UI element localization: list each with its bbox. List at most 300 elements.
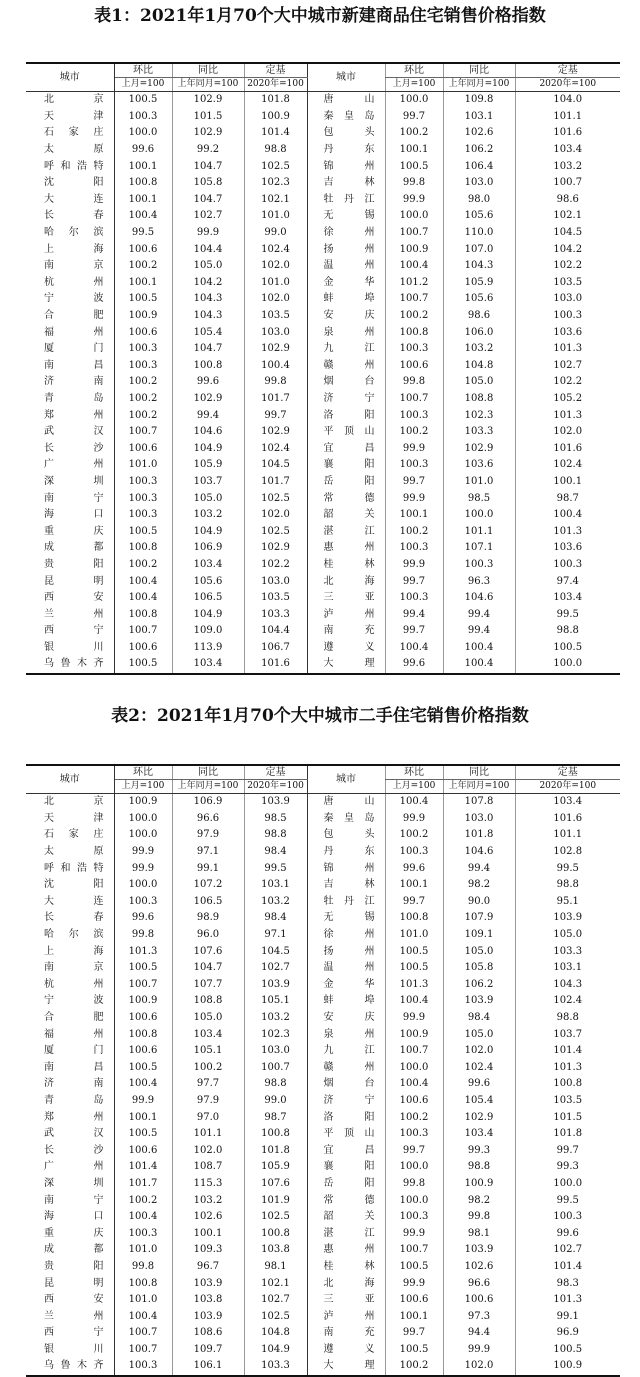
city-name: 沈阳 <box>26 877 114 894</box>
table-row <box>26 1275 620 1292</box>
index-value: 100.8 <box>385 324 443 341</box>
index-value: 100.7 <box>385 1242 443 1259</box>
index-value: 100.7 <box>515 175 620 192</box>
city-name: 大理 <box>307 1358 385 1376</box>
index-value: 104.0 <box>515 92 620 109</box>
city-name: 泸州 <box>323 1310 375 1322</box>
index-value: 102.4 <box>443 1060 515 1077</box>
city-name: 上海 <box>26 943 114 960</box>
index-value: 102.7 <box>244 960 307 977</box>
index-value: 102.1 <box>244 1275 307 1292</box>
city-name: 秦皇岛 <box>323 812 375 824</box>
table-row <box>26 125 620 142</box>
city-name: 福州 <box>26 1026 114 1043</box>
city-name: 烟台 <box>323 376 375 388</box>
index-value: 100.0 <box>114 125 172 142</box>
index-value: 104.7 <box>172 192 244 209</box>
index-value: 115.3 <box>172 1176 244 1193</box>
index-value: 104.5 <box>244 943 307 960</box>
index-value: 102.2 <box>244 557 307 574</box>
index-value: 102.0 <box>172 1142 244 1159</box>
index-value: 98.1 <box>244 1259 307 1276</box>
table-row <box>26 490 620 507</box>
index-value: 101.6 <box>515 125 620 142</box>
city-name: 吉林 <box>323 879 375 891</box>
index-value: 99.0 <box>244 1093 307 1110</box>
index-value: 103.3 <box>244 606 307 623</box>
index-value: 99.9 <box>443 1342 515 1359</box>
index-value: 100.3 <box>114 341 172 358</box>
city-name: 丹东 <box>323 846 375 858</box>
index-value: 99.2 <box>172 142 244 159</box>
index-value: 105.4 <box>172 324 244 341</box>
city-name: 南京 <box>26 258 114 275</box>
index-value: 102.5 <box>244 523 307 540</box>
city-name: 赣州 <box>323 359 375 371</box>
table-row <box>26 374 620 391</box>
index-value: 104.9 <box>244 1342 307 1359</box>
index-value: 104.9 <box>172 523 244 540</box>
table-row <box>26 794 620 811</box>
index-value: 99.9 <box>385 1225 443 1242</box>
index-value: 100.3 <box>114 507 172 524</box>
index-value: 100.3 <box>114 474 172 491</box>
index-value: 98.5 <box>443 490 515 507</box>
index-value: 99.5 <box>515 606 620 623</box>
index-value: 99.7 <box>244 407 307 424</box>
index-value: 104.6 <box>172 424 244 441</box>
city-name: 秦皇岛 <box>323 110 375 122</box>
index-value: 103.8 <box>244 1242 307 1259</box>
yoy-header: 同比 <box>172 765 244 780</box>
new-housing-price-table <box>26 62 620 675</box>
index-value: 102.1 <box>244 192 307 209</box>
city-name: 大连 <box>26 894 114 911</box>
fixed-base-year-header: 2020年=100 <box>244 780 307 794</box>
index-value: 99.5 <box>244 860 307 877</box>
table-row <box>26 291 620 308</box>
index-value: 98.2 <box>443 877 515 894</box>
table-row <box>26 640 620 657</box>
city-name: 洛阳 <box>323 1111 375 1123</box>
city-name: 兰州 <box>26 606 114 623</box>
city-name: 温州 <box>323 260 375 272</box>
city-name: 平顶山 <box>323 1128 375 1140</box>
index-value: 97.1 <box>172 844 244 861</box>
city-name: 包头 <box>323 829 375 841</box>
index-value: 100.9 <box>385 1026 443 1043</box>
index-value: 100.3 <box>385 540 443 557</box>
city-name: 西宁 <box>26 1325 114 1342</box>
index-value: 96.3 <box>443 573 515 590</box>
index-value: 103.9 <box>172 1308 244 1325</box>
index-value: 100.4 <box>385 794 443 811</box>
city-name: 济宁 <box>323 1094 375 1106</box>
index-value: 103.2 <box>443 341 515 358</box>
index-value: 100.4 <box>385 640 443 657</box>
index-value: 109.0 <box>172 623 244 640</box>
index-value: 99.7 <box>385 474 443 491</box>
city-name: 昆明 <box>26 573 114 590</box>
index-value: 100.7 <box>385 225 443 242</box>
index-value: 103.4 <box>515 794 620 811</box>
index-value: 102.4 <box>515 457 620 474</box>
index-value: 102.2 <box>515 258 620 275</box>
table-row <box>26 573 620 590</box>
city-name: 太原 <box>26 142 114 159</box>
city-name: 赣州 <box>323 1061 375 1073</box>
index-value: 99.9 <box>385 192 443 209</box>
city-name: 南昌 <box>26 358 114 375</box>
index-value: 99.9 <box>114 860 172 877</box>
index-value: 102.6 <box>172 1209 244 1226</box>
index-value: 98.6 <box>515 192 620 209</box>
city-name: 成都 <box>26 1242 114 1259</box>
index-value: 103.9 <box>443 1242 515 1259</box>
index-value: 99.7 <box>385 1325 443 1342</box>
city-name: 桂林 <box>323 558 375 570</box>
index-value: 100.4 <box>385 1076 443 1093</box>
index-value: 100.7 <box>385 291 443 308</box>
table-row <box>26 1325 620 1342</box>
city-name: 武汉 <box>26 1126 114 1143</box>
index-value: 100.3 <box>385 1126 443 1143</box>
index-value: 103.6 <box>443 457 515 474</box>
index-value: 100.5 <box>114 1060 172 1077</box>
yoy-header: 同比 <box>443 765 515 780</box>
city-header: 城市 <box>307 63 385 92</box>
index-value: 103.9 <box>172 1275 244 1292</box>
city-name: 岳阳 <box>323 1177 375 1189</box>
table-row <box>26 590 620 607</box>
city-name: 贵阳 <box>26 557 114 574</box>
index-value: 100.6 <box>114 1043 172 1060</box>
index-value: 98.7 <box>244 1109 307 1126</box>
city-name: 重庆 <box>26 1225 114 1242</box>
city-name: 南昌 <box>26 1060 114 1077</box>
index-value: 100.3 <box>385 1209 443 1226</box>
index-value: 101.1 <box>172 1126 244 1143</box>
index-value: 99.4 <box>443 606 515 623</box>
table-row <box>26 1159 620 1176</box>
city-name: 大理 <box>307 656 385 674</box>
city-header: 城市 <box>26 63 114 92</box>
index-value: 98.8 <box>515 623 620 640</box>
mom-header: 环比 <box>114 765 172 780</box>
index-value: 98.0 <box>443 192 515 209</box>
table-row <box>26 208 620 225</box>
city-name: 徐州 <box>323 929 375 941</box>
index-value: 103.2 <box>172 507 244 524</box>
city-name: 呼和浩特 <box>26 158 114 175</box>
fixed-base-header: 定基 <box>515 765 620 780</box>
city-name: 韶关 <box>323 1211 375 1223</box>
city-name: 广州 <box>26 457 114 474</box>
index-value: 100.2 <box>114 407 172 424</box>
table-row <box>26 1209 620 1226</box>
index-value: 104.3 <box>443 258 515 275</box>
table-row <box>26 158 620 175</box>
index-value: 99.6 <box>515 1225 620 1242</box>
index-value: 100.2 <box>385 827 443 844</box>
city-name: 北京 <box>26 794 114 811</box>
index-value: 101.4 <box>244 125 307 142</box>
index-value: 102.9 <box>244 424 307 441</box>
index-value: 100.3 <box>385 457 443 474</box>
city-name: 蚌埠 <box>323 995 375 1007</box>
city-name: 唐山 <box>323 94 375 106</box>
index-value: 100.4 <box>244 358 307 375</box>
table-row <box>26 1308 620 1325</box>
index-value: 100.6 <box>385 358 443 375</box>
index-value: 106.9 <box>172 794 244 811</box>
city-name: 长春 <box>26 208 114 225</box>
index-value: 100.6 <box>114 1142 172 1159</box>
index-value: 105.1 <box>244 993 307 1010</box>
index-value: 101.0 <box>114 1242 172 1259</box>
index-value: 101.8 <box>244 92 307 109</box>
city-name: 海口 <box>26 1209 114 1226</box>
index-value: 98.2 <box>443 1192 515 1209</box>
index-value: 99.9 <box>114 1093 172 1110</box>
index-value: 100.1 <box>515 474 620 491</box>
index-value: 100.0 <box>114 827 172 844</box>
index-value: 98.8 <box>443 1159 515 1176</box>
index-value: 113.9 <box>172 640 244 657</box>
city-name: 扬州 <box>323 945 375 957</box>
city-name: 天津 <box>26 811 114 828</box>
city-name: 厦门 <box>26 1043 114 1060</box>
city-name: 太原 <box>26 844 114 861</box>
index-value: 98.8 <box>515 877 620 894</box>
index-value: 103.1 <box>244 877 307 894</box>
index-value: 100.8 <box>385 910 443 927</box>
index-value: 102.8 <box>515 844 620 861</box>
index-value: 101.6 <box>515 440 620 457</box>
index-value: 100.3 <box>443 557 515 574</box>
city-name: 长沙 <box>26 1142 114 1159</box>
index-value: 99.4 <box>443 623 515 640</box>
city-name: 哈尔滨 <box>26 225 114 242</box>
city-name: 安庆 <box>323 1012 375 1024</box>
index-value: 99.1 <box>172 860 244 877</box>
index-value: 103.7 <box>515 1026 620 1043</box>
table-row <box>26 1142 620 1159</box>
index-value: 100.1 <box>114 158 172 175</box>
index-value: 104.8 <box>443 358 515 375</box>
index-value: 100.1 <box>172 1225 244 1242</box>
mom-base-header: 上月=100 <box>114 780 172 794</box>
index-value: 102.0 <box>443 1043 515 1060</box>
city-name: 蚌埠 <box>323 293 375 305</box>
index-value: 104.5 <box>244 457 307 474</box>
city-name: 兰州 <box>26 1308 114 1325</box>
index-value: 105.6 <box>172 573 244 590</box>
index-value: 104.4 <box>172 241 244 258</box>
index-value: 99.8 <box>244 374 307 391</box>
index-value: 103.4 <box>515 590 620 607</box>
index-value: 100.6 <box>114 640 172 657</box>
city-name: 桂林 <box>323 1260 375 1272</box>
index-value: 102.5 <box>244 490 307 507</box>
index-value: 102.6 <box>443 1259 515 1276</box>
index-value: 101.9 <box>244 1192 307 1209</box>
index-value: 100.8 <box>244 1225 307 1242</box>
index-value: 102.7 <box>244 1292 307 1309</box>
index-value: 102.5 <box>244 1209 307 1226</box>
index-value: 105.0 <box>172 490 244 507</box>
index-value: 106.7 <box>244 640 307 657</box>
index-value: 108.8 <box>443 391 515 408</box>
city-name: 郑州 <box>26 407 114 424</box>
table-row <box>26 440 620 457</box>
table-row <box>26 507 620 524</box>
index-value: 100.4 <box>114 1209 172 1226</box>
index-value: 100.8 <box>172 358 244 375</box>
city-name: 乌鲁木齐 <box>26 656 114 674</box>
index-value: 100.7 <box>385 1043 443 1060</box>
city-name: 牡丹江 <box>323 895 375 907</box>
mom-header: 环比 <box>385 63 443 78</box>
index-value: 101.7 <box>244 391 307 408</box>
index-value: 100.5 <box>385 158 443 175</box>
index-value: 107.9 <box>443 910 515 927</box>
index-value: 101.1 <box>515 109 620 126</box>
index-value: 100.9 <box>244 109 307 126</box>
index-value: 102.4 <box>244 241 307 258</box>
index-value: 101.2 <box>385 275 443 292</box>
index-value: 100.8 <box>515 1076 620 1093</box>
index-value: 99.4 <box>443 860 515 877</box>
table-row <box>26 1010 620 1027</box>
index-value: 100.7 <box>114 1342 172 1359</box>
index-value: 99.6 <box>385 656 443 674</box>
index-value: 103.1 <box>515 960 620 977</box>
index-value: 101.3 <box>515 341 620 358</box>
city-name: 牡丹江 <box>323 193 375 205</box>
index-value: 100.7 <box>114 1325 172 1342</box>
index-value: 105.0 <box>172 258 244 275</box>
index-value: 105.6 <box>443 291 515 308</box>
table-row <box>26 540 620 557</box>
city-name: 广州 <box>26 1159 114 1176</box>
index-value: 101.4 <box>114 1159 172 1176</box>
index-value: 102.5 <box>244 158 307 175</box>
index-value: 97.7 <box>172 1076 244 1093</box>
index-value: 100.7 <box>114 424 172 441</box>
index-value: 100.4 <box>443 640 515 657</box>
table-row <box>26 109 620 126</box>
index-value: 100.2 <box>385 308 443 325</box>
index-value: 100.2 <box>385 1358 443 1376</box>
index-value: 105.2 <box>515 391 620 408</box>
index-value: 100.9 <box>385 241 443 258</box>
table-row <box>26 1093 620 1110</box>
index-value: 100.0 <box>515 1176 620 1193</box>
index-value: 104.8 <box>244 1325 307 1342</box>
table-row <box>26 241 620 258</box>
index-value: 100.5 <box>385 960 443 977</box>
index-value: 100.4 <box>385 258 443 275</box>
index-value: 103.2 <box>244 1010 307 1027</box>
city-name: 岳阳 <box>323 475 375 487</box>
index-value: 99.6 <box>443 1076 515 1093</box>
index-value: 100.2 <box>114 258 172 275</box>
mom-header: 环比 <box>114 63 172 78</box>
index-value: 102.0 <box>515 424 620 441</box>
index-value: 103.5 <box>244 590 307 607</box>
table-row <box>26 358 620 375</box>
table-row <box>26 844 620 861</box>
table-row <box>26 192 620 209</box>
index-value: 102.0 <box>244 507 307 524</box>
index-value: 100.0 <box>385 1159 443 1176</box>
index-value: 98.4 <box>244 844 307 861</box>
index-value: 100.3 <box>114 1225 172 1242</box>
index-value: 99.8 <box>385 374 443 391</box>
index-value: 100.2 <box>385 1109 443 1126</box>
index-value: 100.2 <box>114 374 172 391</box>
index-value: 103.2 <box>172 1192 244 1209</box>
table-row <box>26 1192 620 1209</box>
index-value: 98.4 <box>443 1010 515 1027</box>
index-value: 99.9 <box>385 490 443 507</box>
index-value: 103.9 <box>244 794 307 811</box>
city-name: 平顶山 <box>323 426 375 438</box>
index-value: 105.0 <box>443 943 515 960</box>
city-name: 襄阳 <box>323 1161 375 1173</box>
index-value: 104.9 <box>172 440 244 457</box>
index-value: 101.6 <box>515 811 620 828</box>
index-value: 105.1 <box>172 1043 244 1060</box>
table-row <box>26 142 620 159</box>
index-value: 108.8 <box>172 993 244 1010</box>
index-value: 103.6 <box>515 540 620 557</box>
city-name: 济南 <box>26 374 114 391</box>
index-value: 104.7 <box>172 341 244 358</box>
index-value: 100.4 <box>385 993 443 1010</box>
index-value: 100.1 <box>114 275 172 292</box>
index-value: 99.6 <box>114 142 172 159</box>
index-value: 99.7 <box>385 894 443 911</box>
index-value: 103.0 <box>244 1043 307 1060</box>
index-value: 99.5 <box>515 1192 620 1209</box>
index-value: 100.5 <box>385 1342 443 1359</box>
index-value: 100.2 <box>385 523 443 540</box>
city-name: 丹东 <box>323 144 375 156</box>
city-name: 唐山 <box>323 796 375 808</box>
table-row <box>26 1292 620 1309</box>
index-value: 96.6 <box>443 1275 515 1292</box>
index-value: 102.4 <box>515 993 620 1010</box>
index-value: 98.3 <box>515 1275 620 1292</box>
index-value: 103.4 <box>172 1026 244 1043</box>
table-row <box>26 474 620 491</box>
index-value: 100.4 <box>114 1076 172 1093</box>
table-row <box>26 960 620 977</box>
index-value: 100.0 <box>515 656 620 674</box>
city-name: 锦州 <box>323 160 375 172</box>
city-name: 昆明 <box>26 1275 114 1292</box>
index-value: 103.0 <box>244 573 307 590</box>
index-value: 100.4 <box>114 590 172 607</box>
index-value: 102.4 <box>244 440 307 457</box>
index-value: 99.7 <box>385 573 443 590</box>
index-value: 99.9 <box>385 557 443 574</box>
index-value: 105.0 <box>443 1026 515 1043</box>
index-value: 107.6 <box>172 943 244 960</box>
index-value: 107.6 <box>244 1176 307 1193</box>
